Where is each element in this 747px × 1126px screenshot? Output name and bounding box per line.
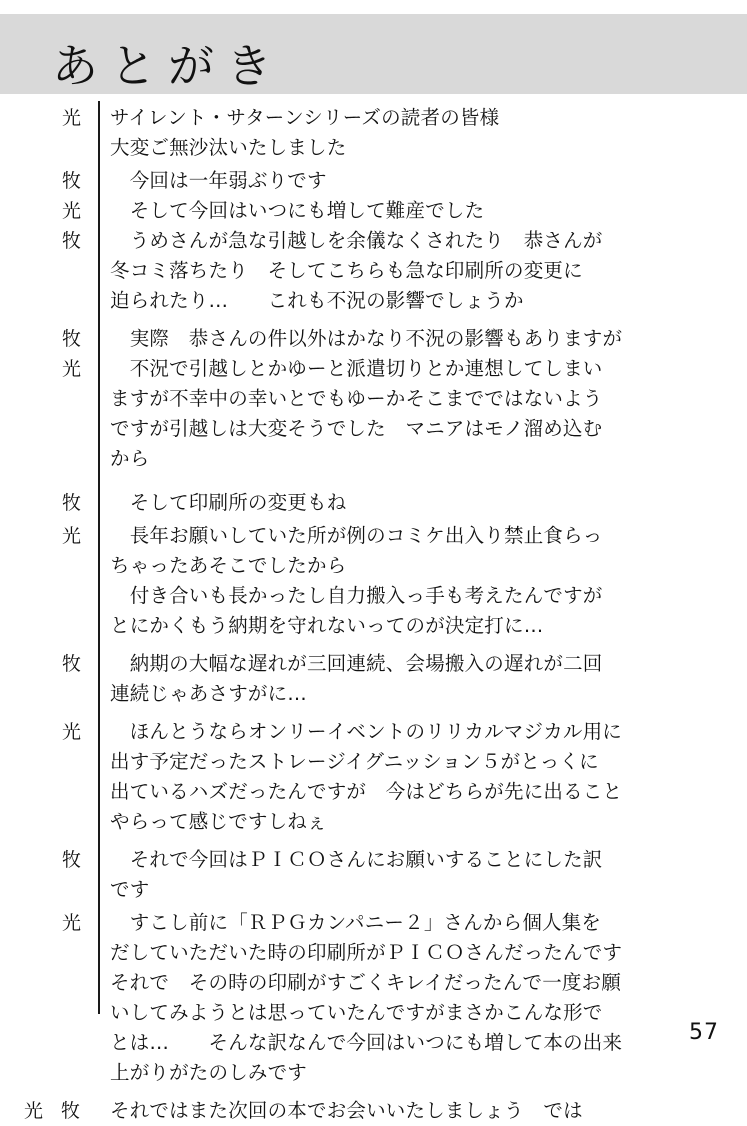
- dialogue-line: いしてみようとは思っていたんですがまさかこんな形で: [110, 1001, 603, 1024]
- dialogue-line: 実際 恭さんの件以外はかなり不況の影響もありますが: [110, 327, 623, 350]
- dialogue-block: [0, 354, 747, 474]
- dialogue-line: だしていただいた時の印刷所がＰＩＣＯさんだったんです: [110, 941, 623, 964]
- speaker-label: 牧: [61, 492, 82, 514]
- dialogue-lines: [98, 1096, 747, 1126]
- speaker-label: 光: [61, 107, 82, 129]
- page-title: あとがき: [52, 39, 284, 93]
- speaker-label: 牧: [61, 170, 82, 192]
- dialogue-line: ですが引越しは大変そうでした マニアはモノ溜め込む: [110, 417, 603, 440]
- dialogue-block: [0, 226, 747, 316]
- dialogue-line: から: [110, 447, 150, 470]
- dialogue-line: サイレント・サターンシリーズの読者の皆様: [110, 106, 500, 129]
- dialogue-block: [0, 845, 747, 905]
- dialogue-line: それで その時の印刷がすごくキレイだったんで一度お願: [110, 971, 622, 994]
- dialogue-line: それで今回はＰＩＣＯさんにお願いすることにした訳: [110, 848, 603, 871]
- dialogue-block: [0, 521, 747, 641]
- dialogue-line: とにかくもう納期を守れないってのが決定打に…: [110, 614, 544, 637]
- dialogue-block: [0, 1096, 747, 1126]
- dialogue-lines: [98, 324, 747, 354]
- afterword-body: [0, 103, 747, 1126]
- speaker-label: 牧: [61, 230, 82, 252]
- dialogue-lines: [98, 845, 747, 905]
- dialogue-lines: [98, 166, 747, 196]
- speaker-label: 光: [61, 200, 82, 222]
- dialogue-lines: [98, 196, 747, 226]
- speaker-label: 光 牧: [23, 1100, 86, 1122]
- dialogue-block: [0, 488, 747, 518]
- dialogue-block: [0, 717, 747, 837]
- dialogue-lines: [98, 717, 747, 837]
- dialogue-line: ますが不幸中の幸いとでもゆーかそこまでではないよう: [110, 387, 603, 410]
- dialogue-lines: [98, 649, 747, 709]
- dialogue-line: 上がりがたのしみです: [110, 1061, 308, 1084]
- dialogue-line: 冬コミ落ちたり そしてこちらも急な印刷所の変更に: [110, 259, 583, 282]
- dialogue-lines: [98, 908, 747, 1088]
- speaker-label: 牧: [61, 328, 82, 350]
- page-number: 57: [689, 1020, 719, 1045]
- speaker-label: 牧: [61, 653, 82, 675]
- dialogue-lines: [98, 354, 747, 474]
- dialogue-line: 出ているハズだったんですが 今はどちらが先に出ること: [110, 780, 623, 803]
- dialogue-line: 連続じゃあさすがに…: [110, 682, 308, 705]
- dialogue-block: [0, 649, 747, 709]
- dialogue-line: ほんとうならオンリーイベントのリリカルマジカル用に: [110, 720, 623, 743]
- dialogue-line: すこし前に「ＲＰＧカンパニー２」さんから個人集を: [110, 911, 602, 934]
- dialogue-line: 長年お願いしていた所が例のコミケ出入り禁止食らっ: [110, 524, 603, 547]
- speaker-label: 光: [61, 721, 82, 743]
- dialogue-lines: [98, 226, 747, 316]
- dialogue-block: [0, 166, 747, 196]
- dialogue-line: 納期の大幅な遅れが三回連続、会場搬入の遅れが二回: [110, 652, 603, 675]
- dialogue-line: それではまた次回の本でお会いいたしましょう では: [110, 1099, 583, 1122]
- dialogue-line: ちゃったあそこでしたから: [110, 554, 347, 577]
- dialogue-line: 不況で引越しとかゆーと派遣切りとか連想してしまい: [110, 357, 603, 380]
- dialogue-line: とは… そんな訳なんで今回はいつにも増して本の出来: [110, 1031, 623, 1054]
- dialogue-lines: [98, 103, 747, 163]
- dialogue-line: 大変ご無沙汰いたしました: [110, 136, 347, 159]
- header-band: [0, 14, 747, 94]
- dialogue-block: [0, 103, 747, 163]
- speaker-label: 牧: [61, 849, 82, 871]
- dialogue-block: [0, 196, 747, 226]
- speaker-label: 光: [61, 912, 82, 934]
- dialogue-line: そして今回はいつにも増して難産でした: [110, 199, 485, 222]
- dialogue-line: 迫られたり… これも不況の影響でしょうか: [110, 289, 524, 312]
- dialogue-block: [0, 908, 747, 1088]
- dialogue-line: 出す予定だったストレージイグニッション５がとっくに: [110, 750, 599, 773]
- dialogue-line: そして印刷所の変更もね: [110, 491, 347, 514]
- dialogue-block: [0, 324, 747, 354]
- dialogue-line: やらって感じですしねぇ: [110, 810, 327, 833]
- dialogue-line: です: [110, 878, 150, 901]
- speaker-label: 光: [61, 358, 82, 380]
- dialogue-line: 付き合いも長かったし自力搬入っ手も考えたんですが: [110, 584, 603, 607]
- dialogue-lines: [98, 521, 747, 641]
- dialogue-line: うめさんが急な引越しを余儀なくされたり 恭さんが: [110, 229, 603, 252]
- dialogue-lines: [98, 488, 747, 518]
- speaker-label: 光: [61, 525, 82, 547]
- dialogue-line: 今回は一年弱ぶりです: [110, 169, 327, 192]
